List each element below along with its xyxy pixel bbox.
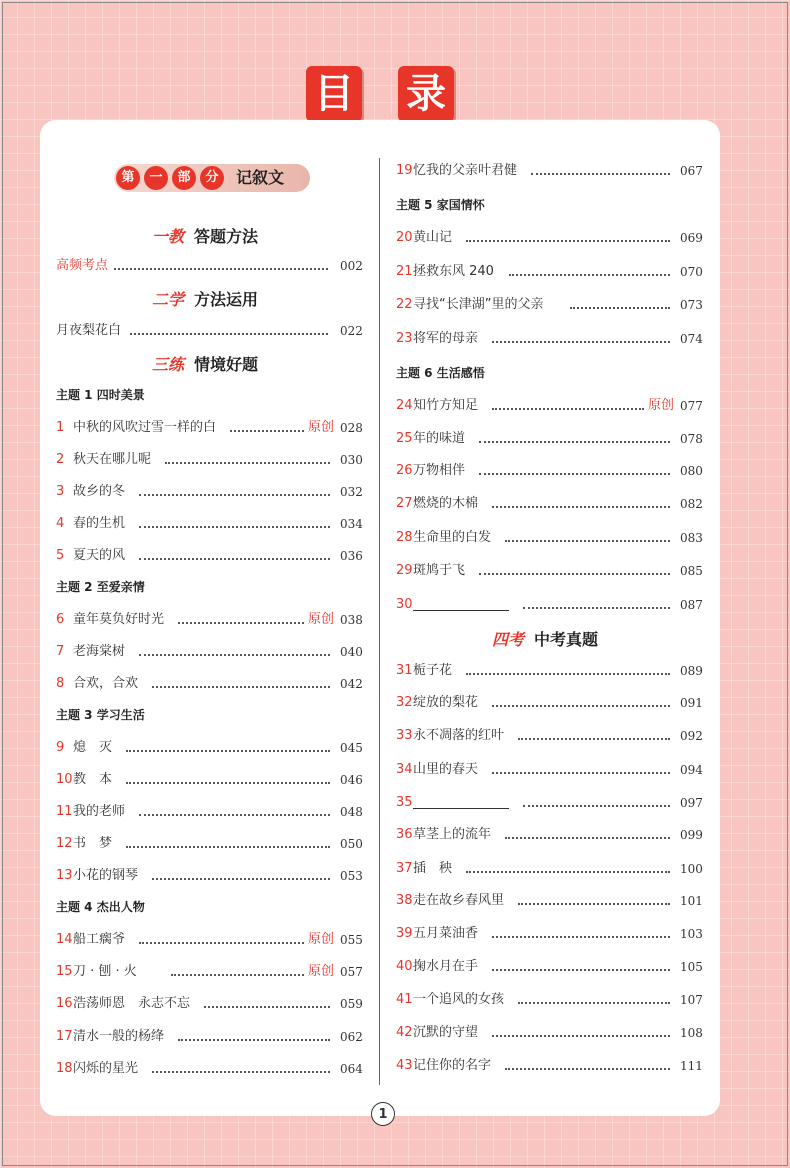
leader-dots xyxy=(466,871,670,873)
toc-item-number: 3 xyxy=(56,484,65,499)
page-ref: 082 xyxy=(680,497,703,511)
section-mark: 一教 xyxy=(152,227,185,246)
leader-dots xyxy=(126,782,330,784)
toc-item-title[interactable]: 秋天在哪儿呢 xyxy=(73,452,152,467)
page-ref: 108 xyxy=(680,1026,703,1040)
toc-item-title[interactable]: 栀子花 xyxy=(413,663,453,678)
leader-dots xyxy=(204,1006,330,1008)
leader-dots xyxy=(152,1071,330,1073)
toc-item-title[interactable]: 拯救东风 240 xyxy=(413,264,494,279)
toc-item-number: 21 xyxy=(396,264,413,279)
toc-item-number: 29 xyxy=(396,563,413,578)
leader-dots xyxy=(130,333,328,335)
leader-dots xyxy=(492,936,670,938)
toc-item-number: 30 xyxy=(396,597,413,612)
toc-item-number: 40 xyxy=(396,959,413,974)
leader-dots xyxy=(178,1039,330,1041)
toc-item-title[interactable]: 走在故乡春风里 xyxy=(413,893,505,908)
toc-item-number: 43 xyxy=(396,1058,413,1073)
toc-item-title[interactable]: 寻找“长津湖”里的父亲 xyxy=(413,297,544,312)
page-ref: 085 xyxy=(680,564,703,578)
toc-item-title[interactable]: 熄 灭 xyxy=(73,740,113,755)
toc-item-number: 42 xyxy=(396,1025,413,1040)
part-banner xyxy=(114,164,310,192)
toc-item-number: 39 xyxy=(396,926,413,941)
leader-dots xyxy=(479,441,670,443)
theme-heading: 主题 3 学习生活 xyxy=(56,708,145,722)
toc-item-number: 11 xyxy=(56,804,73,819)
blank-title-line xyxy=(413,808,509,809)
page-ref: 074 xyxy=(680,332,703,346)
page-ref: 042 xyxy=(340,677,363,691)
page-ref: 050 xyxy=(340,837,363,851)
leader-dots xyxy=(171,974,304,976)
toc-item-number: 9 xyxy=(56,740,65,755)
toc-item-title[interactable]: 燃烧的木棉 xyxy=(413,496,479,511)
page-ref: 078 xyxy=(680,432,703,446)
leader-dots xyxy=(230,430,304,432)
theme-heading: 主题 4 杰出人物 xyxy=(56,900,145,914)
theme-heading: 主题 5 家国情怀 xyxy=(396,198,485,212)
page-ref: 045 xyxy=(340,741,363,755)
toc-link-yueye[interactable]: 月夜梨花白 xyxy=(56,323,122,338)
page-ref: 103 xyxy=(680,927,703,941)
page-ref: 030 xyxy=(340,453,363,467)
leader-dots xyxy=(139,654,330,656)
toc-item-title[interactable]: 童年莫负好时光 xyxy=(73,612,165,627)
toc-item-number: 1 xyxy=(56,420,65,435)
toc-item-number: 7 xyxy=(56,644,65,659)
toc-item-number: 17 xyxy=(56,1029,73,1044)
toc-item-title[interactable]: 春的生机 xyxy=(73,516,126,531)
page-ref: 077 xyxy=(680,399,703,413)
theme-heading: 主题 1 四时美景 xyxy=(56,388,145,402)
toc-item-number: 27 xyxy=(396,496,413,511)
toc-item-number: 5 xyxy=(56,548,65,563)
toc-item-number: 2 xyxy=(56,452,65,467)
toc-item-title[interactable]: 合欢，合欢 xyxy=(73,676,139,691)
toc-item-number: 33 xyxy=(396,728,413,743)
leader-dots xyxy=(492,969,670,971)
toc-item-title[interactable]: 草茎上的流年 xyxy=(413,827,492,842)
column-divider xyxy=(379,158,380,1085)
toc-item-number: 19 xyxy=(396,163,413,178)
toc-item-title[interactable]: 插 秧 xyxy=(413,861,453,876)
original-badge: 原创 xyxy=(308,420,335,435)
toc-item-number: 31 xyxy=(396,663,413,678)
leader-dots xyxy=(466,673,670,675)
page-ref: 028 xyxy=(340,421,363,435)
section-label: 中考真题 xyxy=(534,630,599,649)
page-ref: 105 xyxy=(680,960,703,974)
page-ref: 097 xyxy=(680,796,703,810)
toc-item-number: 23 xyxy=(396,331,413,346)
leader-dots xyxy=(518,738,670,740)
toc-item-title[interactable]: 教 本 xyxy=(73,772,113,787)
part-char: 一 xyxy=(144,166,168,190)
toc-item-title[interactable]: 五月菜油香 xyxy=(413,926,479,941)
toc-item-title[interactable]: 闪烁的星光 xyxy=(73,1061,139,1076)
part-char: 部 xyxy=(172,166,196,190)
page-ref: 101 xyxy=(680,894,703,908)
leader-dots xyxy=(114,268,328,270)
leader-dots xyxy=(505,1068,670,1070)
page-ref: 070 xyxy=(680,265,703,279)
toc-item-title[interactable]: 小花的钢琴 xyxy=(73,868,139,883)
leader-dots xyxy=(505,540,670,542)
leader-dots xyxy=(518,1002,670,1004)
page-number: 1 xyxy=(371,1102,395,1126)
toc-item-title[interactable]: 清水一般的杨绛 xyxy=(73,1029,165,1044)
toc-item-number: 18 xyxy=(56,1061,73,1076)
section-label: 情境好题 xyxy=(194,355,259,374)
toc-item-number: 8 xyxy=(56,676,65,691)
page-ref: 062 xyxy=(340,1030,363,1044)
leader-dots xyxy=(126,750,330,752)
toc-item-title[interactable]: 山里的春天 xyxy=(413,762,479,777)
blank-title-line xyxy=(413,610,509,611)
toc-item-title[interactable]: 将军的母亲 xyxy=(413,331,479,346)
toc-item-title[interactable]: 故乡的冬 xyxy=(73,484,126,499)
theme-heading: 主题 2 至爱亲情 xyxy=(56,580,145,594)
toc-item-number: 37 xyxy=(396,861,413,876)
page-ref: 055 xyxy=(340,933,363,947)
leader-dots xyxy=(523,805,670,807)
toc-item-number: 36 xyxy=(396,827,413,842)
page-ref: 100 xyxy=(680,862,703,876)
leader-dots xyxy=(492,341,670,343)
leader-dots xyxy=(139,526,330,528)
section-jiao xyxy=(152,226,258,248)
toc-item-number: 26 xyxy=(396,463,413,478)
leader-dots xyxy=(479,573,670,575)
page-ref: 094 xyxy=(680,763,703,777)
theme-heading: 主题 6 生活感悟 xyxy=(396,366,485,380)
toc-item-title[interactable]: 永不凋落的红叶 xyxy=(413,728,505,743)
toc-item-title[interactable]: 生命里的白发 xyxy=(413,530,492,545)
page-ref: 048 xyxy=(340,805,363,819)
toc-item-number: 14 xyxy=(56,932,73,947)
page-ref: 064 xyxy=(340,1062,363,1076)
section-lian xyxy=(152,354,258,376)
toc-item-title[interactable]: 记住你的名字 xyxy=(413,1058,492,1073)
page-ref: 087 xyxy=(680,598,703,612)
leader-dots xyxy=(165,462,330,464)
original-badge: 原创 xyxy=(308,612,335,627)
leader-dots xyxy=(139,942,304,944)
section-xue xyxy=(152,289,258,311)
page-ref: 057 xyxy=(340,965,363,979)
page-ref: 022 xyxy=(340,324,363,338)
toc-item-title[interactable]: 老海棠树 xyxy=(73,644,126,659)
toc-item-title[interactable]: 掬水月在手 xyxy=(413,959,479,974)
leader-dots xyxy=(492,1035,670,1037)
page-ref: 092 xyxy=(680,729,703,743)
toc-item-number: 32 xyxy=(396,695,413,710)
leader-dots xyxy=(492,705,670,707)
page-ref: 059 xyxy=(340,997,363,1011)
leader-dots xyxy=(139,558,330,560)
leader-dots xyxy=(518,903,670,905)
title-char-mu: 目 xyxy=(306,66,362,122)
page-ref: 080 xyxy=(680,464,703,478)
toc-item-title[interactable]: 忆我的父亲叶君健 xyxy=(413,163,518,178)
part-title: 记叙文 xyxy=(236,168,285,187)
page-ref: 067 xyxy=(680,164,703,178)
page-ref: 002 xyxy=(340,259,363,273)
toc-item-number: 20 xyxy=(396,230,413,245)
section-mark: 四考 xyxy=(492,630,525,649)
toc-item-number: 25 xyxy=(396,431,413,446)
page-ref: 040 xyxy=(340,645,363,659)
toc-item-title[interactable]: 一个追风的女孩 xyxy=(413,992,505,1007)
page-ref: 091 xyxy=(680,696,703,710)
toc-item-number: 41 xyxy=(396,992,413,1007)
toc-item-title[interactable]: 斑鸠于飞 xyxy=(413,563,466,578)
section-mark: 三练 xyxy=(152,355,185,374)
toc-link-gaopin[interactable]: 高频考点 xyxy=(56,258,109,273)
page-ref: 099 xyxy=(680,828,703,842)
page-ref: 038 xyxy=(340,613,363,627)
page-ref: 089 xyxy=(680,664,703,678)
section-label: 方法运用 xyxy=(194,290,259,309)
toc-item-title[interactable]: 中秋的风吹过雪一样的白 xyxy=(73,420,217,435)
page-ref: 034 xyxy=(340,517,363,531)
toc-item-number: 15 xyxy=(56,964,73,979)
toc-item-title[interactable]: 夏天的风 xyxy=(73,548,126,563)
leader-dots xyxy=(505,837,670,839)
leader-dots xyxy=(570,307,670,309)
leader-dots xyxy=(492,506,670,508)
leader-dots xyxy=(152,878,330,880)
toc-item-number: 16 xyxy=(56,996,73,1011)
toc-item-title[interactable]: 绽放的梨花 xyxy=(413,695,479,710)
toc-item-title[interactable]: 沉默的守望 xyxy=(413,1025,479,1040)
page-ref: 083 xyxy=(680,531,703,545)
toc-item-number: 4 xyxy=(56,516,65,531)
toc-item-number: 10 xyxy=(56,772,73,787)
toc-item-title[interactable]: 我的老师 xyxy=(73,804,126,819)
page-ref: 032 xyxy=(340,485,363,499)
toc-item-title[interactable]: 船工瘸爷 xyxy=(73,932,126,947)
toc-item-number: 24 xyxy=(396,398,413,413)
toc-item-number: 34 xyxy=(396,762,413,777)
part-char: 第 xyxy=(116,166,140,190)
toc-item-number: 12 xyxy=(56,836,73,851)
original-badge: 原创 xyxy=(308,932,335,947)
toc-item-title[interactable]: 年的味道 xyxy=(413,431,466,446)
section-label: 答题方法 xyxy=(194,227,259,246)
leader-dots xyxy=(139,814,330,816)
section-mark: 二学 xyxy=(152,290,185,309)
leader-dots xyxy=(523,607,670,609)
page-ref: 046 xyxy=(340,773,363,787)
toc-item-number: 22 xyxy=(396,297,413,312)
leader-dots xyxy=(178,622,304,624)
toc-item-number: 35 xyxy=(396,795,413,810)
toc-item-title[interactable]: 书 梦 xyxy=(73,836,113,851)
toc-item-number: 38 xyxy=(396,893,413,908)
toc-item-title[interactable]: 黄山记 xyxy=(413,230,453,245)
original-badge: 原创 xyxy=(308,964,335,979)
leader-dots xyxy=(126,846,330,848)
toc-item-title[interactable]: 知竹方知足 xyxy=(413,398,479,413)
original-badge: 原创 xyxy=(648,398,675,413)
leader-dots xyxy=(531,173,670,175)
page-ref: 069 xyxy=(680,231,703,245)
toc-item-number: 13 xyxy=(56,868,73,883)
leader-dots xyxy=(139,494,330,496)
page-ref: 036 xyxy=(340,549,363,563)
leader-dots xyxy=(492,772,670,774)
leader-dots xyxy=(479,473,670,475)
toc-item-title[interactable]: 刀 · 刨 · 火 xyxy=(73,964,137,979)
leader-dots xyxy=(492,408,644,410)
section-kao xyxy=(492,629,598,651)
toc-item-title[interactable]: 万物相伴 xyxy=(413,463,466,478)
page-ref: 111 xyxy=(680,1059,703,1073)
page-ref: 053 xyxy=(340,869,363,883)
leader-dots xyxy=(466,240,670,242)
page-ref: 107 xyxy=(680,993,703,1007)
toc-item-title[interactable]: 浩荡师恩 永志不忘 xyxy=(73,996,191,1011)
page-ref: 073 xyxy=(680,298,703,312)
leader-dots xyxy=(509,274,670,276)
part-char: 分 xyxy=(200,166,224,190)
leader-dots xyxy=(152,686,330,688)
toc-item-number: 28 xyxy=(396,530,413,545)
toc-item-number: 6 xyxy=(56,612,65,627)
title-char-lu: 录 xyxy=(398,66,454,122)
